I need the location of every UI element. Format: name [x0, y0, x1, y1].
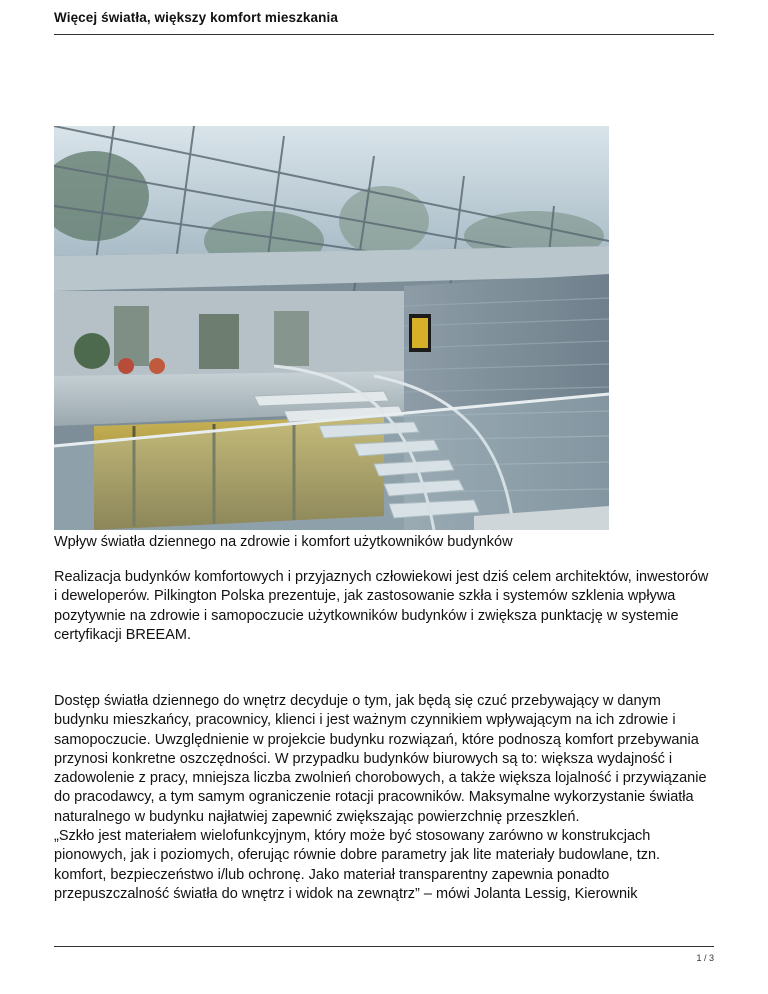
figure-caption: Wpływ światła dziennego na zdrowie i komfort użytkowników budynków: [54, 534, 513, 550]
atrium-photo: [54, 126, 609, 530]
footer-divider: [54, 946, 714, 947]
page-header-title: Więcej światła, większy komfort mieszkania: [54, 10, 338, 25]
header-divider: [54, 34, 714, 35]
body-paragraph: Dostęp światła dziennego do wnętrz decyduje o tym, jak będą się czuć przebywający w danym budynku mieszkańcy, pracownicy, klienci i jest ważnym czynnikiem wpływającym na ich zdrowie i samopoczucie. Uwzględnienie w projekcie budynku rozwiązań, które podnoszą komfort przebywania przynosi konkretne oszczędności. W przypadku budynków biurowych są to: większa wydajność i zadowolenie z pracy, mniejsza liczba zwolnień chorobowych, a także większa lojalność i przywiązanie do pracodawcy, a tym samym ograniczenie rotacji pracowników. Maksymalne wykorzystanie światła naturalnego w budynku najłatwiej zapewnić zwiększając powierzchnię przeszkleń. „Szkło jest materiałem wielofunkcyjnym, który może być stosowany zarówno w konstrukcjach pionowych, jak i poziomych, oferując równie dobre parametry jak lite materiały budowlane, tzn. komfort, bezpieczeństwo i/lub ochronę. Jako materiał transparentny zapewnia ponadto przepuszczalność światła do wnętrz i widok na zewnątrz” – mówi Jolanta Lessig, Kierownik: [54, 693, 707, 902]
page-number: 1 / 3: [696, 953, 714, 963]
intro-paragraph: Realizacja budynków komfortowych i przyjaznych człowiekowi jest dziś celem architektów, inwestorów i deweloperów. Pilkington Polska prezentuje, jak zastosowanie szkła i systemów szklenia wpływa pozytywnie na zdrowie i samopoczucie użytkowników budynków i zwiększa punktację w systemie certyfikacji BREEAM.: [54, 569, 709, 643]
